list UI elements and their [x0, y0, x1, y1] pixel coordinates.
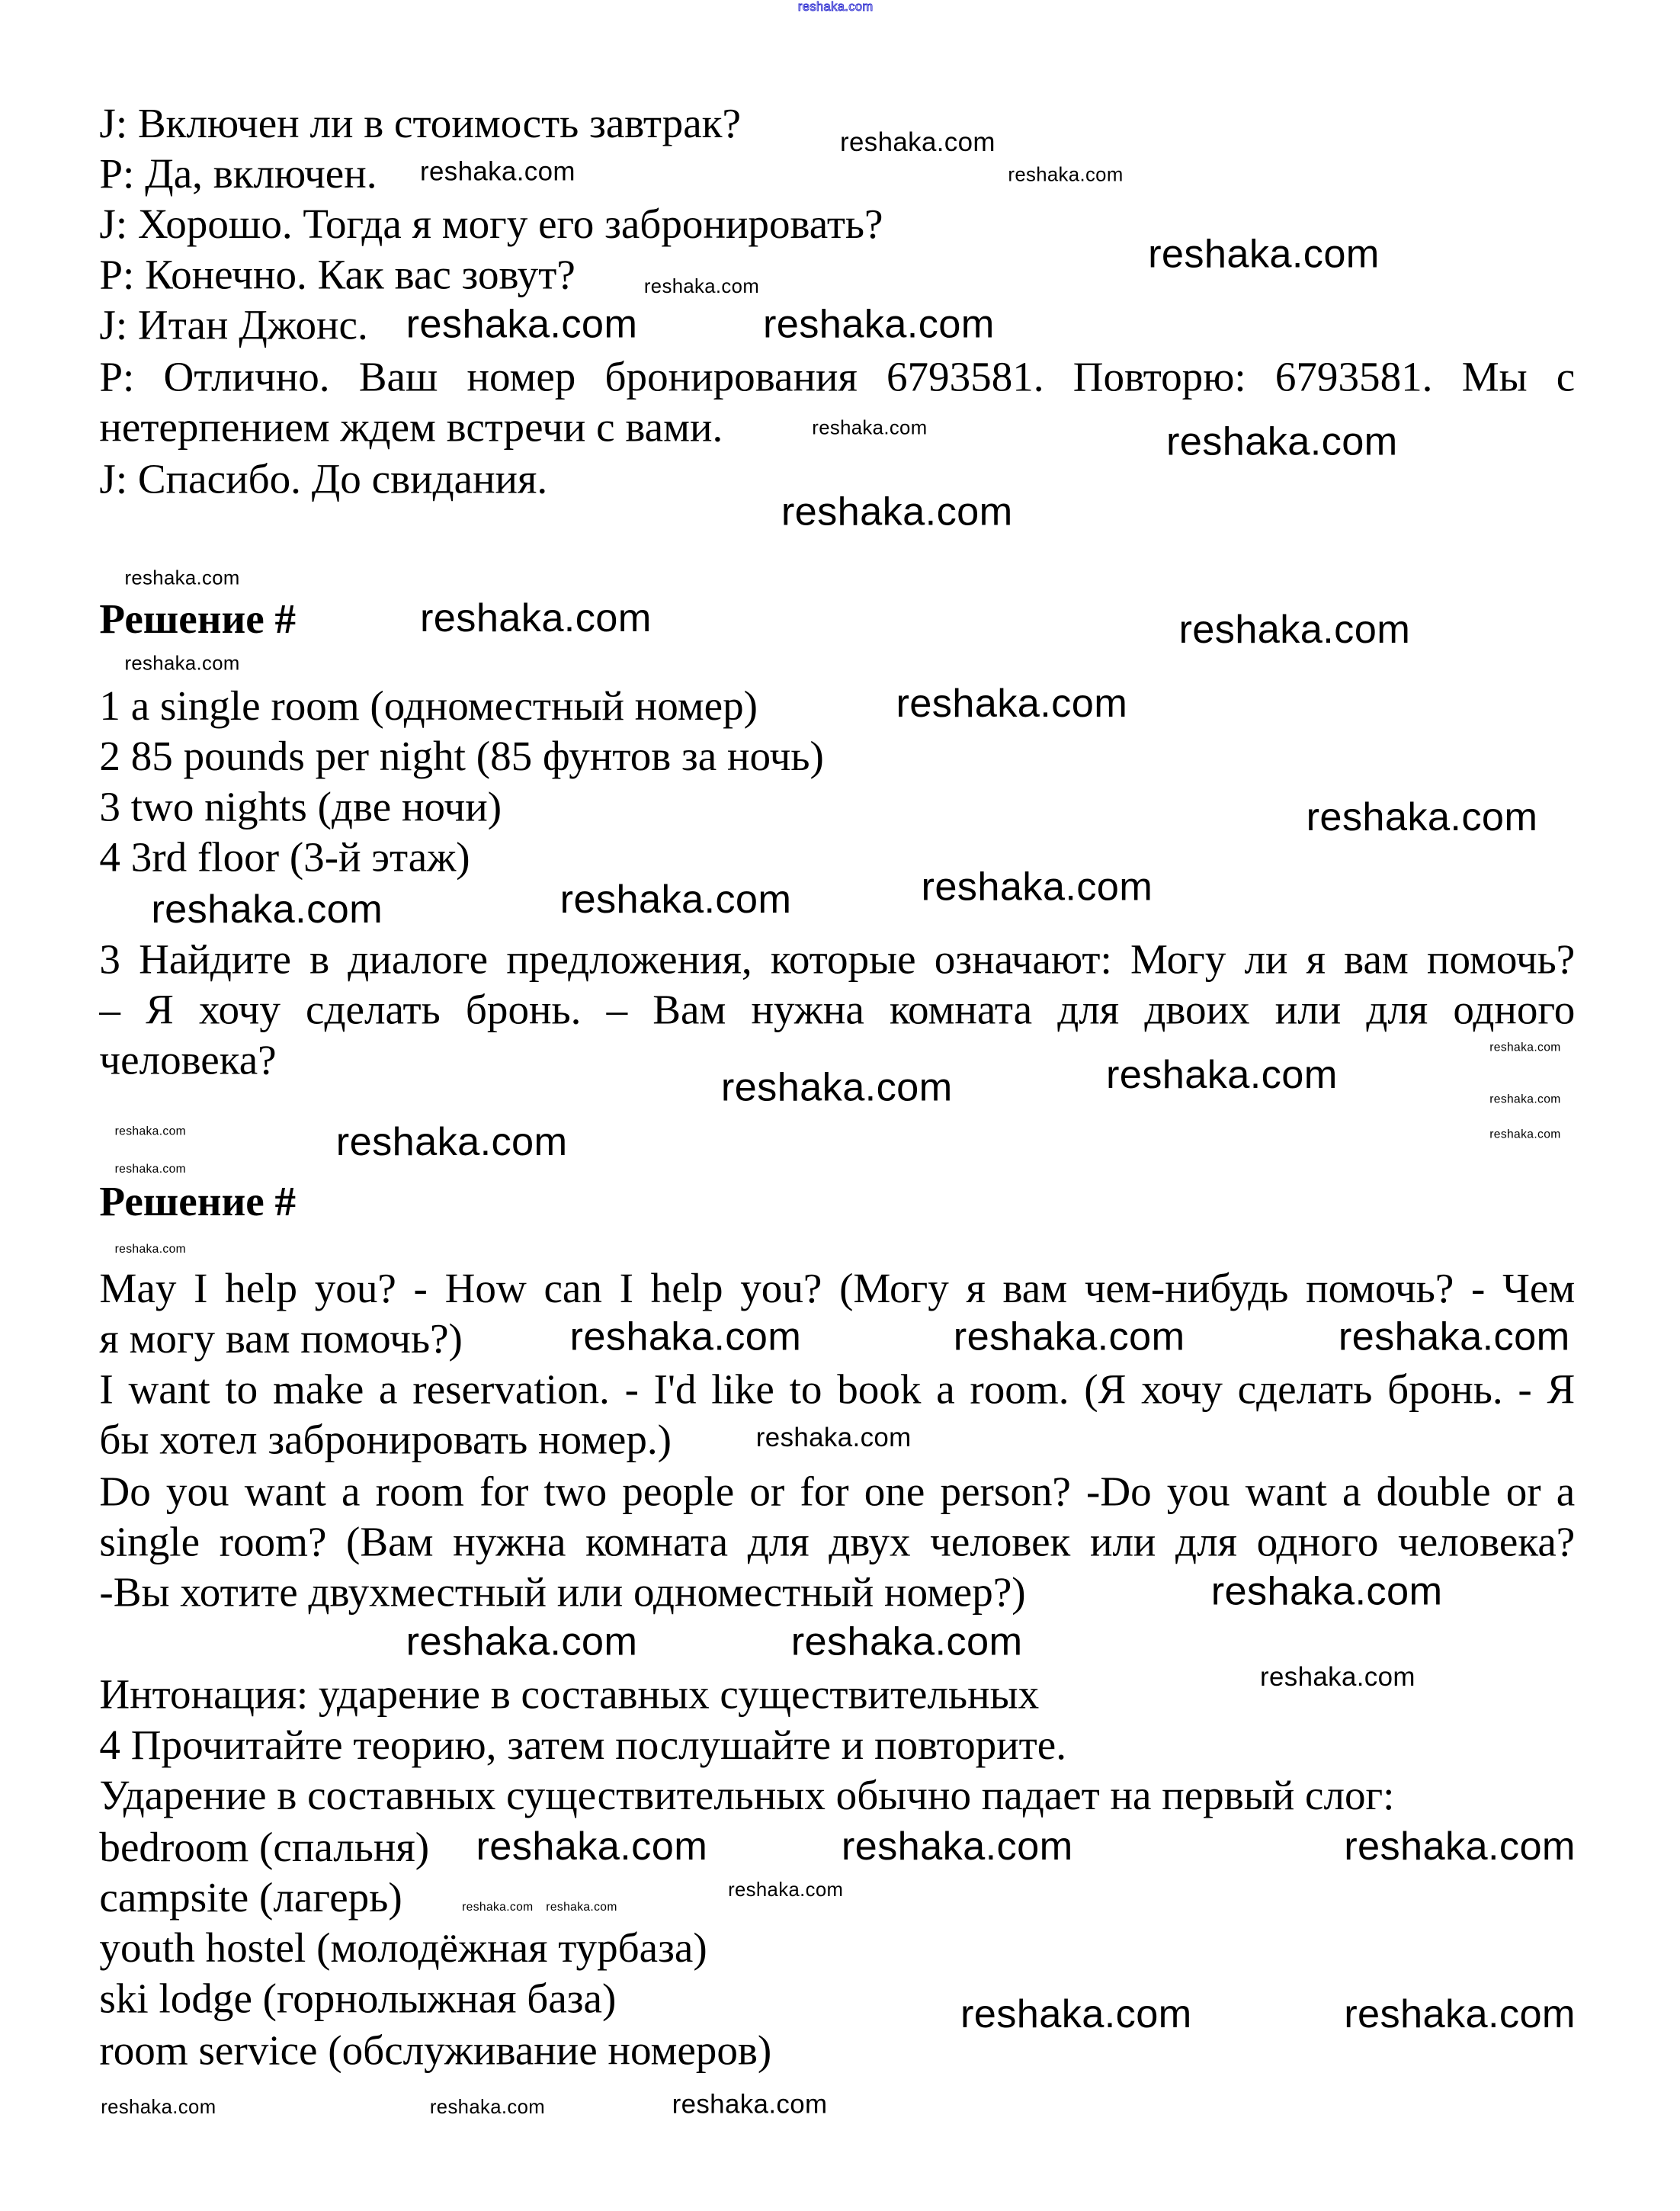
word-item: youth hostel (молодёжная турбаза) [99, 1925, 707, 1972]
watermark: reshaka.com [762, 302, 995, 348]
word-item: ski lodge (горнолыжная база) [99, 1975, 617, 2023]
watermark: reshaka.com [797, 0, 874, 14]
watermark: reshaka.com [1306, 794, 1538, 840]
solution-item: 3 two nights (две ночи) [99, 784, 502, 831]
dialogue-line: P: Отлично. Ваш номер бронирования 6793581. Повторю: 6793581. Мы с [99, 354, 1576, 401]
word-item: room service (обслуживание номеров) [99, 2027, 772, 2075]
solution-item: 1 a single room (одноместный номер) [99, 683, 758, 730]
watermark: reshaka.com [429, 2095, 546, 2118]
watermark: reshaka.com [781, 489, 1013, 535]
solution-heading: Решение # [99, 1179, 297, 1226]
word-item: bedroom (спальня) [99, 1824, 430, 1871]
watermark: reshaka.com [1210, 1569, 1443, 1615]
task-line: 4 Прочитайте теорию, затем послушайте и повторите. [99, 1722, 1066, 1769]
watermark: reshaka.com [1338, 1314, 1570, 1360]
watermark: reshaka.com [114, 1161, 187, 1176]
watermark: reshaka.com [569, 1314, 802, 1360]
watermark: reshaka.com [1008, 162, 1124, 185]
dialogue-line: J: Включен ли в стоимость завтрак? [99, 101, 741, 147]
rule-line: Ударение в составных существительных обычно падает на первый слог: [99, 1773, 1395, 1819]
watermark: reshaka.com [1344, 1992, 1576, 2038]
watermark: reshaka.com [114, 1241, 187, 1256]
dialogue-line: J: Хорошо. Тогда я могу его забронировать? [99, 201, 883, 249]
watermark: reshaka.com [672, 2090, 828, 2120]
dialogue-line: нетерпением ждем встречи с вами. [99, 404, 723, 451]
watermark: reshaka.com [476, 1824, 708, 1869]
watermark: reshaka.com [151, 887, 383, 932]
solution-line: -Вы хотите двухместный или одноместный номер?) [99, 1569, 1026, 1616]
solution-item: 4 3rd floor (3-й этаж) [99, 834, 470, 881]
watermark: reshaka.com [840, 128, 995, 159]
watermark: reshaka.com [1178, 607, 1411, 653]
watermark: reshaka.com [124, 651, 240, 674]
watermark: reshaka.com [960, 1992, 1192, 2038]
watermark: reshaka.com [728, 1878, 844, 1901]
watermark: reshaka.com [1344, 1824, 1576, 1869]
watermark: reshaka.com [1260, 1663, 1415, 1693]
watermark: reshaka.com [406, 1619, 638, 1665]
watermark: reshaka.com [420, 158, 575, 188]
watermark: reshaka.com [812, 416, 928, 439]
dialogue-line: P: Конечно. Как вас зовут? [99, 252, 575, 299]
watermark: reshaka.com [841, 1824, 1073, 1869]
dialogue-line: J: Итан Джонс. [99, 302, 368, 349]
solution-item: 2 85 pounds per night (85 фунтов за ночь) [99, 733, 824, 781]
task-line: 3 Найдите в диалоге предложения, которые означают: Могу ли я вам помочь? [99, 936, 1576, 984]
solution-heading: Решение # [99, 596, 297, 643]
watermark: reshaka.com [114, 1123, 187, 1138]
watermark: reshaka.com [559, 878, 792, 923]
solution-line: Do you want a room for two people or for one person? -Do you want a double or a [99, 1468, 1576, 1516]
solution-line: May I help you? - How can I help you? (Могу я вам чем-нибудь помочь? - Чем [99, 1266, 1576, 1312]
solution-line: I want to make a reservation. - I'd like to book a room. (Я хочу сделать бронь. - Я [99, 1366, 1576, 1414]
solution-line: я могу вам помочь?) [99, 1316, 463, 1363]
watermark: reshaka.com [546, 1899, 617, 1914]
watermark: reshaka.com [420, 596, 652, 641]
task-line: человека? [99, 1037, 277, 1084]
watermark: reshaka.com [1148, 232, 1380, 278]
watermark: reshaka.com [1165, 419, 1398, 465]
watermark: reshaka.com [790, 1619, 1023, 1665]
watermark: reshaka.com [1489, 1126, 1561, 1141]
dialogue-line: P: Да, включен. [99, 151, 377, 197]
watermark: reshaka.com [643, 274, 760, 297]
watermark: reshaka.com [896, 682, 1128, 727]
watermark: reshaka.com [124, 566, 240, 589]
dialogue-line: J: Спасибо. До свидания. [99, 456, 548, 503]
watermark: reshaka.com [1105, 1052, 1338, 1098]
watermark: reshaka.com [755, 1423, 912, 1454]
watermark: reshaka.com [101, 2095, 216, 2118]
watermark: reshaka.com [1489, 1091, 1561, 1106]
task-line: – Я хочу сделать бронь. – Вам нужна комната для двоих или для одного [99, 987, 1576, 1034]
watermark: reshaka.com [921, 865, 1153, 910]
watermark: reshaka.com [462, 1899, 534, 1914]
solution-line: single room? (Вам нужна комната для двух человек или для одного человека? [99, 1519, 1576, 1566]
solution-line: бы хотел забронировать номер.) [99, 1417, 672, 1464]
watermark: reshaka.com [720, 1065, 953, 1111]
watermark: reshaka.com [1489, 1039, 1561, 1054]
word-item: campsite (лагерь) [99, 1875, 402, 1921]
watermark: reshaka.com [335, 1120, 568, 1165]
section-title: Интонация: ударение в составных существительных [99, 1671, 1040, 1718]
watermark: reshaka.com [953, 1314, 1185, 1360]
watermark: reshaka.com [406, 302, 638, 348]
